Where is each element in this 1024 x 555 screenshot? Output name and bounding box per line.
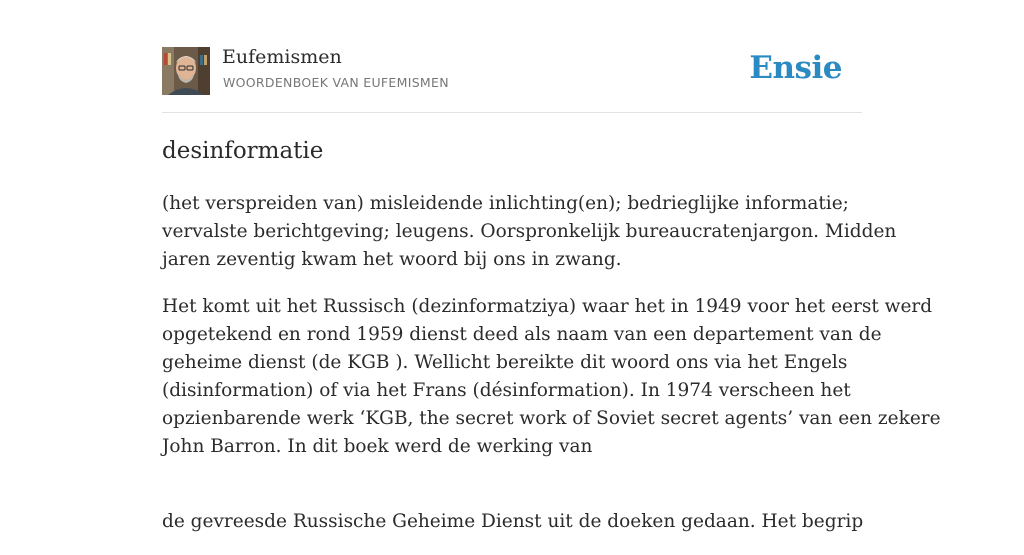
entry-definition [162, 190, 941, 555]
dictionary-title[interactable]: Eufemismen [222, 46, 342, 68]
paragraph-line: opgetekend en rond 1959 dienst deed als naam van een departement van de [162, 324, 882, 345]
definition-paragraph-2 [162, 293, 941, 461]
paragraph-line: (het verspreiden van) misleidende inlichting(en); bedrieglijke informatie; [162, 193, 849, 214]
paragraph-line: geheime dienst (de KGB ). Wellicht bereikte dit woord ons via het Engels [162, 352, 848, 373]
dictionary-subtitle: WOORDENBOEK VAN EUFEMISMEN [223, 75, 449, 90]
page-container [162, 0, 941, 532]
entry-term: desinformatie [162, 138, 324, 164]
paragraph-line: (disinformation) of via het Frans (désinformation). In 1974 verscheen het [162, 380, 851, 401]
paragraph-line: de gevreesde Russische Geheime Dienst uit de doeken gedaan. Het begrip [162, 511, 864, 532]
paragraph-line: John Barron. In dit boek werd de werking van [162, 436, 593, 457]
paragraph-line: Het komt uit het Russisch (dezinformatziya) waar het in 1949 voor het eerst werd [162, 296, 933, 317]
ensie-logo-link[interactable]: Ensie [749, 50, 842, 86]
paragraph-line: jaren zeventig kwam het woord bij ons in zwang. [162, 249, 622, 270]
paragraph-line: opzienbarende werk ‘KGB, the secret work of Soviet secret agents’ van een zekere [162, 408, 941, 429]
definition-paragraph-3 [162, 508, 862, 536]
paragraph-line: vervalste berichtgeving; leugens. Oorspronkelijk bureaucratenjargon. Midden [162, 221, 897, 242]
definition-paragraph-1 [162, 190, 897, 274]
page-header [162, 0, 862, 113]
paragraph-gap [162, 480, 862, 508]
author-portrait-icon[interactable] [162, 47, 210, 95]
